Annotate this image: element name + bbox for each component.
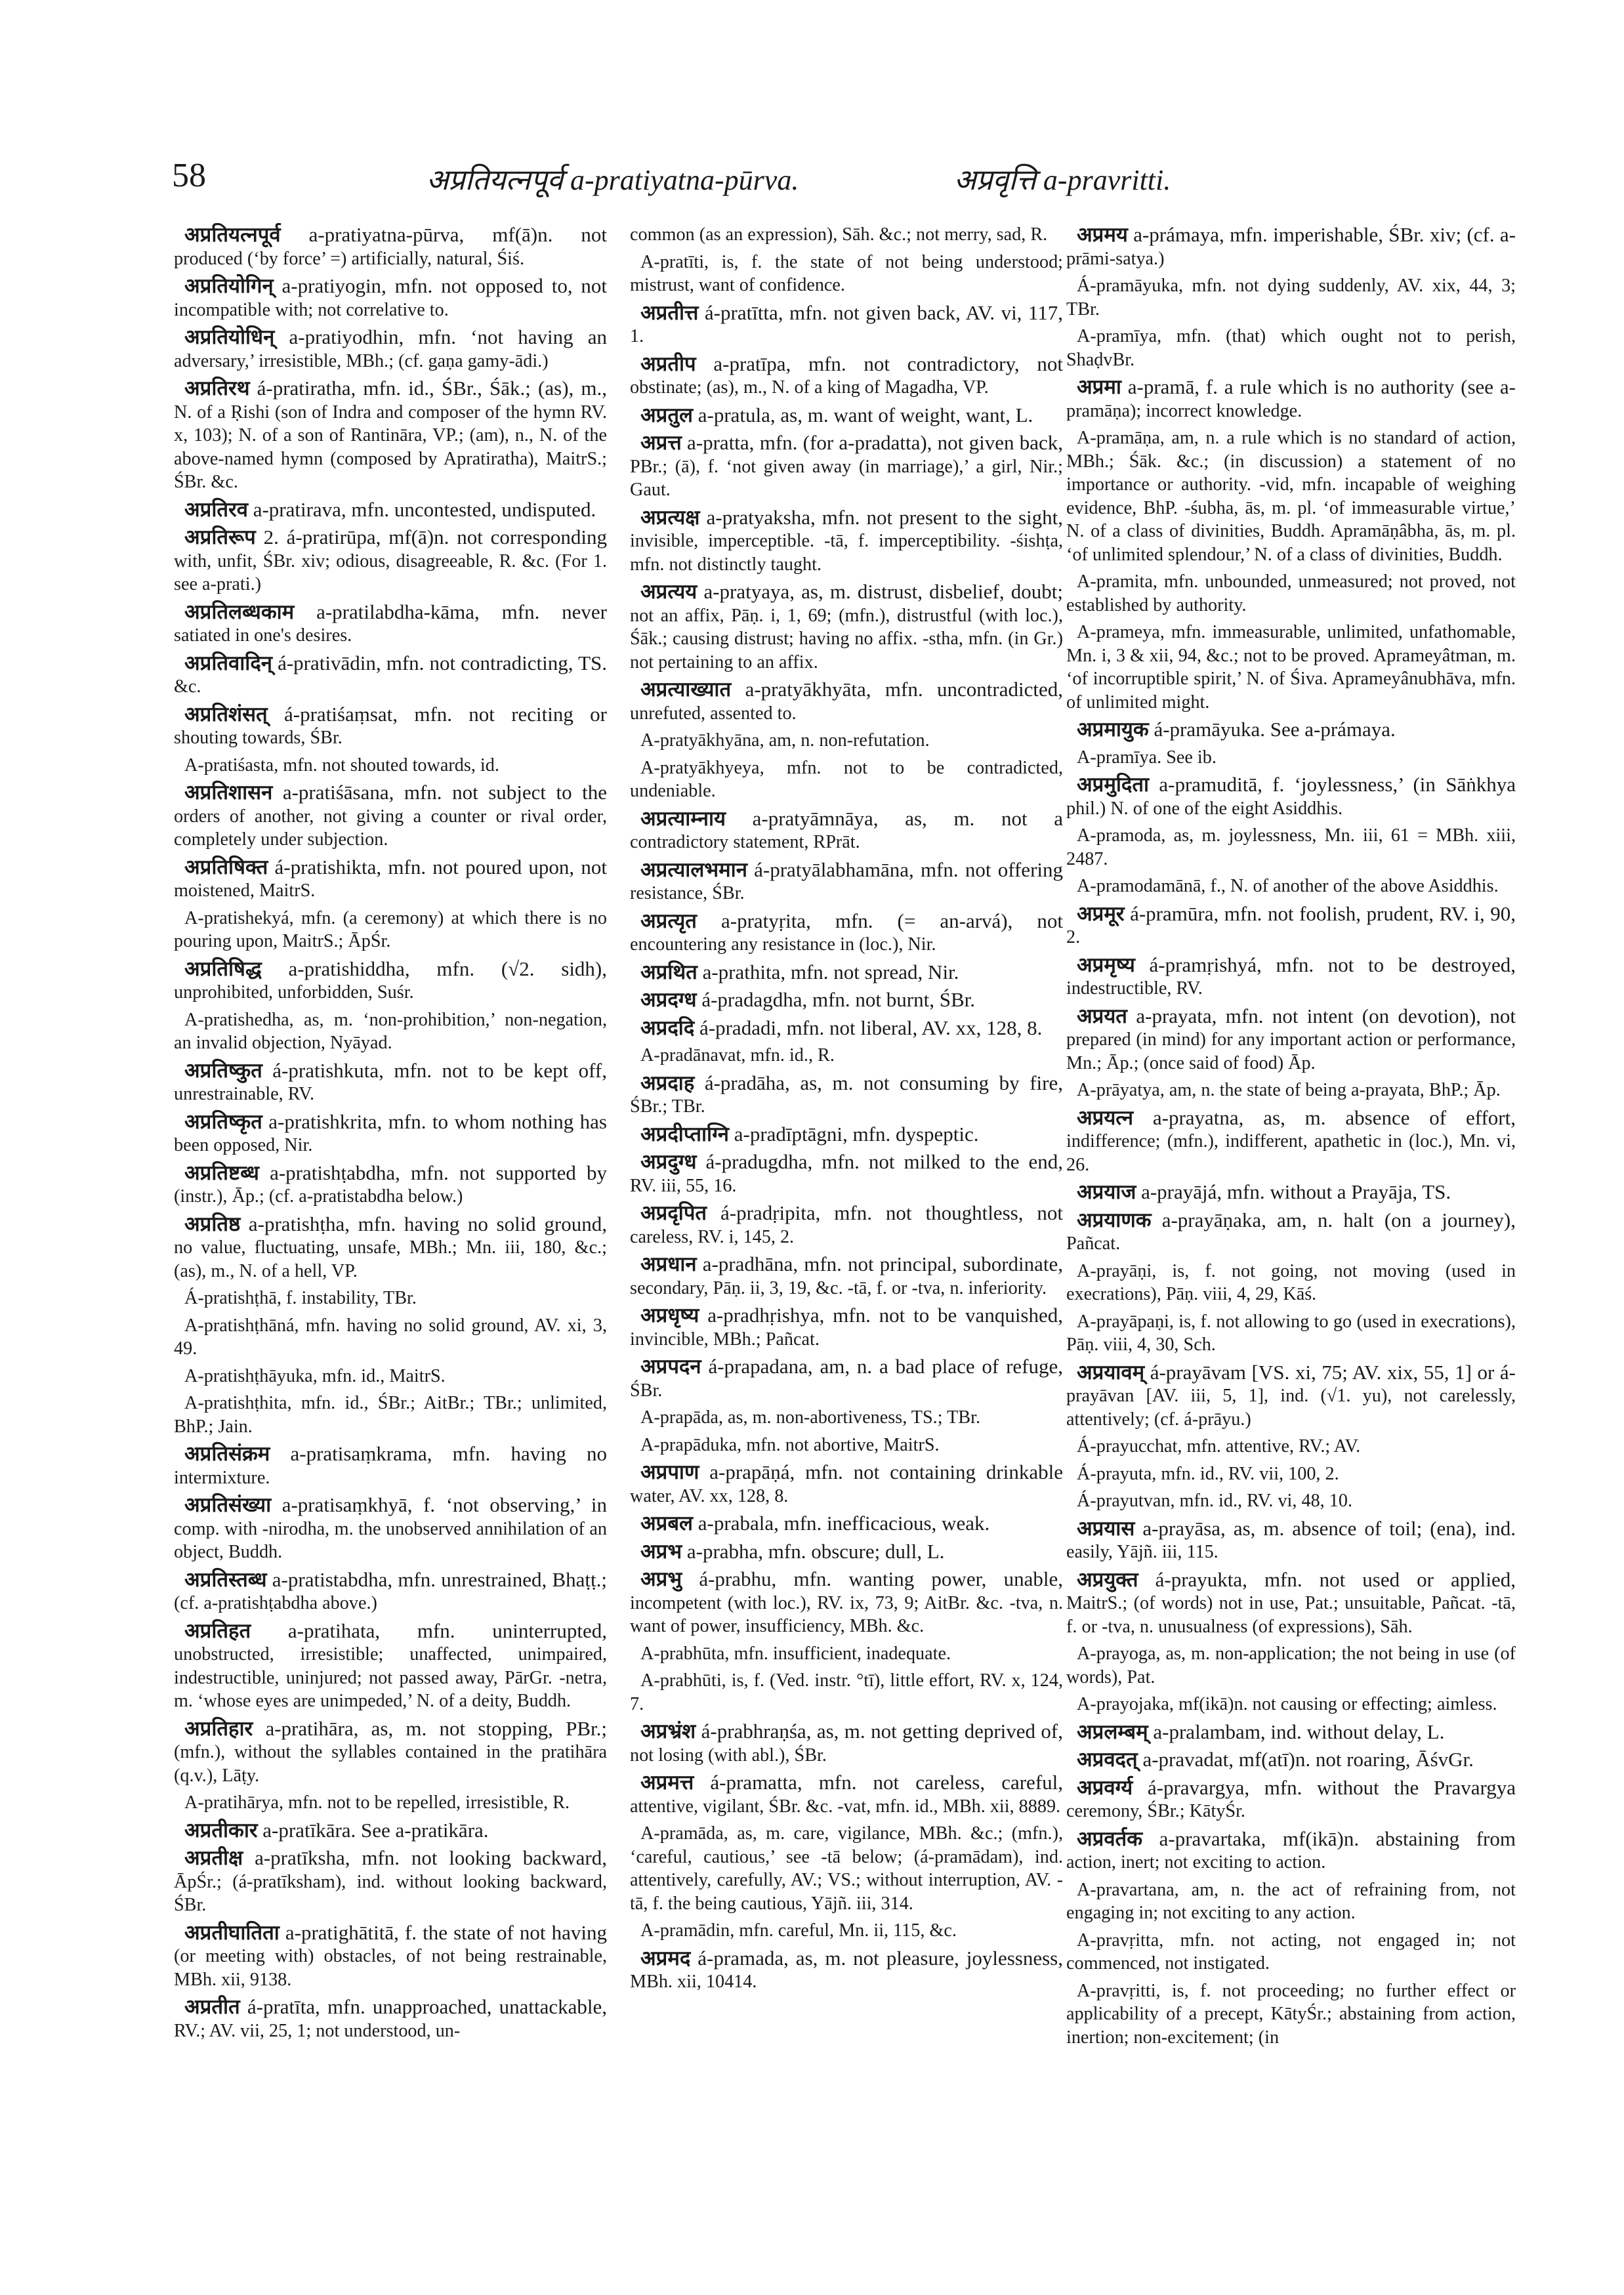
sub-entry — [630, 1044, 1063, 1067]
devanagari-headword: अप्रतिलब्धकाम — [184, 600, 295, 624]
dictionary-entry — [174, 1161, 607, 1209]
sub-entry — [630, 729, 1063, 753]
dictionary-entry — [630, 678, 1063, 725]
devanagari-headword: अप्रत्यक्ष — [640, 505, 700, 529]
devanagari-headword: अप्रत्याम्नाय — [640, 806, 726, 831]
dictionary-entry — [174, 600, 607, 648]
sub-entry — [630, 756, 1063, 803]
entry-text: á-pradāha, as, m. not consuming by fire, ŚBr.; TBr. — [630, 1071, 1063, 1117]
running-header — [0, 156, 1624, 209]
dictionary-entry — [630, 431, 1063, 502]
sub-entry — [1066, 1435, 1516, 1458]
devanagari-headword: अप्रतीप — [640, 352, 696, 376]
dictionary-entry — [1066, 1776, 1516, 1823]
devanagari-headword: अप्रयास — [1077, 1516, 1135, 1540]
entry-text: á-pratishkuta, mfn. not to be kept off, unrestrainable, RV. — [174, 1058, 607, 1104]
entry-text: á-pramṛishyá, mfn. not to be destroyed, indestructible, RV. — [1066, 953, 1516, 999]
entry-text: á-prapadana, am, n. a bad place of refuge, ŚBr. — [630, 1355, 1063, 1401]
sub-entry — [174, 1392, 607, 1438]
entry-text: A-pratishṭhāyuka, mfn. id., MaitrS. — [184, 1365, 446, 1386]
devanagari-headword: अप्रतिष्कृत — [184, 1109, 262, 1134]
devanagari-headword: अप्रयाणक — [1077, 1208, 1152, 1232]
entry-text: á-pradagdha, mfn. not burnt, ŚBr. — [701, 988, 976, 1011]
dictionary-entry — [174, 498, 607, 522]
entry-text: a-prayatna, as, m. absence of effort, indifference; (mfn.), indifferent, apathetic in (loc.), Mn. vi, 26. — [1066, 1106, 1516, 1175]
dictionary-entry — [630, 352, 1063, 400]
devanagari-headword: अप्रदाह — [640, 1071, 695, 1095]
dictionary-entry — [630, 301, 1063, 348]
devanagari-headword: अप्रतिशासन — [184, 781, 273, 804]
entry-text: a-prayāsa, as, m. absence of toil; (ena), ind. easily, Yājñ. iii, 115. — [1066, 1516, 1516, 1562]
devanagari-headword: अप्रयत्न — [1077, 1106, 1134, 1130]
entry-text: Á-prayutvan, mfn. id., RV. vi, 48, 10. — [1077, 1491, 1353, 1511]
dictionary-entry — [174, 1846, 607, 1917]
entry-text: A-prayāṇi, is, f. not going, not moving (used in execrations), Pāṇ. viii, 4, 29, Kāś. — [1066, 1260, 1516, 1304]
devanagari-headword: अप्रबल — [640, 1512, 694, 1535]
dictionary-entry — [174, 1921, 607, 1992]
page-number: 58 — [172, 157, 206, 194]
devanagari-headword: अप्रतियत्नपूर्व — [184, 223, 281, 247]
sub-entry — [174, 1008, 607, 1055]
entry-text: A-pratyākhyeya, mfn. not to be contradicted, undeniable. — [630, 757, 1063, 801]
dictionary-column-1 — [174, 223, 607, 2218]
dictionary-entry — [630, 1512, 1063, 1536]
dictionary-column-2 — [630, 223, 1063, 2218]
devanagari-headword: अप्रवर्तक — [1077, 1827, 1143, 1851]
sub-entry — [630, 1406, 1063, 1430]
sub-entry — [174, 1791, 607, 1815]
sub-entry — [1066, 1693, 1516, 1716]
dictionary-entry — [1066, 1827, 1516, 1874]
dictionary-entry — [174, 1619, 607, 1713]
devanagari-headword: अप्रतिसंख्या — [184, 1493, 272, 1517]
dictionary-entry — [1066, 1720, 1516, 1745]
entry-text: a-pralambam, ind. without delay, L. — [1153, 1720, 1445, 1743]
entry-text: a-prayājá, mfn. without a Prayāja, TS. — [1141, 1180, 1451, 1203]
entry-text: a-pratyāmnāya, as, m. not a contradictory statement, RPrāt. — [630, 806, 1063, 852]
dictionary-entry — [1066, 1209, 1516, 1256]
dictionary-entry — [174, 1110, 607, 1157]
sub-entry — [1066, 570, 1516, 617]
entry-text: a-prapāṇá, mfn. not containing drinkable water, AV. xx, 128, 8. — [630, 1460, 1063, 1506]
dictionary-entry — [174, 377, 607, 494]
dictionary-entry — [630, 1201, 1063, 1249]
entry-text: Á-prayucchat, mfn. attentive, RV.; AV. — [1077, 1436, 1361, 1457]
sub-entry — [1066, 426, 1516, 566]
entry-text: á-prabhraṇśa, as, m. not getting deprived of, not losing (with abl.), ŚBr. — [630, 1720, 1063, 1766]
sub-entry — [174, 754, 607, 777]
devanagari-headword: अप्रददि — [640, 1016, 695, 1040]
entry-text: á-pratiśaṃsat, mfn. not reciting or shouting towards, ŚBr. — [174, 702, 607, 748]
dictionary-entry — [630, 580, 1063, 674]
entry-text: a-pratishṭabdha, mfn. not supported by (instr.), Āp.; (cf. a-pratistabdha below.) — [174, 1161, 607, 1207]
entry-text: a-prabala, mfn. inefficacious, weak. — [697, 1512, 990, 1535]
entry-text: a-pratiśāsana, mfn. not subject to the orders of another, not giving a counter or rival order, completely under subjection. — [174, 781, 607, 850]
entry-text: á-prabhu, mfn. wanting power, unable, incompetent (with loc.), RV. ix, 73, 9; AitBr. &c. -tva, n. want of power, insufficiency, MBh. &c. — [630, 1567, 1063, 1636]
devanagari-headword: अप्रतिषिद्ध — [184, 957, 262, 981]
dictionary-entry — [174, 1493, 607, 1564]
entry-text: á-pratītta, mfn. not given back, AV. vi, 117, 1. — [630, 300, 1063, 346]
devanagari-headword: अप्रतिष्टब्ध — [184, 1161, 259, 1185]
devanagari-headword: अप्रपाण — [640, 1460, 699, 1484]
entry-text: a-prabha, mfn. obscure; dull, L. — [686, 1539, 945, 1563]
devanagari-headword: अप्रतीत्त — [640, 300, 699, 325]
dictionary-entry — [1066, 1106, 1516, 1177]
sub-entry — [630, 251, 1063, 297]
dictionary-entry — [174, 957, 607, 1004]
dictionary-entry — [174, 274, 607, 321]
dictionary-entry — [1066, 1517, 1516, 1564]
sub-entry — [1066, 1979, 1516, 2050]
entry-text: A-pramīya, mfn. (that) which ought not to perish, ShaḍvBr. — [1066, 326, 1516, 370]
devanagari-headword: अप्रतिहार — [184, 1716, 253, 1741]
devanagari-headword: अप्रयुक्त — [1077, 1567, 1138, 1592]
dictionary-entry — [630, 1540, 1063, 1564]
entry-text: á-prayāvam [VS. xi, 75; AV. xix, 55, 1] or á-prayāvan [AV. iii, 5, 1], ind. (√1. yu), not carelessly, attentively; (cf. á-prāyu.) — [1066, 1360, 1516, 1430]
entry-text: a-pradhṛishya, mfn. not to be vanquished, invincible, MBh.; Pañcat. — [630, 1304, 1063, 1350]
entry-text: á-pratishikta, mfn. not poured upon, not moistened, MaitrS. — [174, 855, 607, 901]
sub-entry — [174, 907, 607, 953]
sub-entry — [174, 1314, 607, 1361]
entry-text: A-pravartana, am, n. the act of refraining from, not engaging in; not exciting to any action. — [1066, 1879, 1516, 1923]
entry-text: a-pratyaksha, mfn. not present to the sight, invisible, imperceptible. -tā, f. imperceptibility. -śishṭa, mfn. not distinctly taught. — [630, 505, 1063, 575]
entry-text: A-prapāduka, mfn. not abortive, MaitrS. — [640, 1434, 940, 1455]
entry-text: a-pravartaka, mf(ikā)n. abstaining from action, inert; not exciting to action. — [1066, 1827, 1516, 1872]
sub-entry — [630, 1822, 1063, 1915]
entry-text: A-prabhūti, is, f. (Ved. instr. °tī), little effort, RV. x, 124, 7. — [630, 1670, 1063, 1714]
entry-text: A-prapāda, as, m. non-abortiveness, TS.; TBr. — [640, 1407, 980, 1428]
entry-text: A-pradānavat, mfn. id., R. — [640, 1045, 835, 1065]
entry-text: á-pradṛipita, mfn. not thoughtless, not careless, RV. i, 145, 2. — [630, 1201, 1063, 1247]
entry-text: á-prayukta, mfn. not used or applied, MaitrS.; (of words) not in use, Pat.; unsuitable, Pañcat. -tā, f. or -tva, n. unusualness (of expressions), Sāh. — [1066, 1567, 1516, 1637]
dictionary-entry — [1066, 1180, 1516, 1205]
sub-entry — [630, 1642, 1063, 1666]
entry-text: a-pratīkāra. See a-pratikāra. — [262, 1818, 489, 1842]
devanagari-headword: अप्रतियोधिन् — [184, 325, 275, 349]
devanagari-headword: अप्रदग्ध — [640, 988, 697, 1012]
devanagari-headword: अप्रमुदिता — [1077, 773, 1150, 796]
devanagari-headword: अप्रतिस्तब्ध — [184, 1567, 267, 1592]
entry-text: a-pratyākhyāta, mfn. uncontradicted, unrefuted, assented to. — [630, 678, 1063, 724]
dictionary-entry — [630, 909, 1063, 957]
dictionary-entry — [630, 1720, 1063, 1767]
devanagari-headword: अप्रयावम् — [1077, 1360, 1145, 1384]
entry-text: a-pratyṛita, mfn. (= an-arvá), not encountering any resistance in (loc.), Nir. — [630, 909, 1063, 955]
devanagari-headword: अप्रदुग्ध — [640, 1150, 697, 1174]
dictionary-entry — [630, 1304, 1063, 1351]
dictionary-entry — [1066, 1004, 1516, 1075]
entry-text: a-pravadat, mf(atī)n. not roaring, ĀśvGr. — [1142, 1748, 1474, 1771]
entry-text: a-prathita, mfn. not spread, Nir. — [702, 960, 959, 983]
devanagari-headword: अप्रधृष्य — [640, 1304, 699, 1327]
dictionary-entry — [174, 1568, 607, 1615]
devanagari-headword: अप्रतिरव — [184, 497, 248, 522]
devanagari-headword: अप्रमृष्य — [1077, 953, 1135, 977]
sub-entry — [1066, 1489, 1516, 1513]
dictionary-entry — [1066, 902, 1516, 949]
devanagari-headword: अप्रपदन — [640, 1355, 701, 1378]
entry-text: a-pramuditā, f. ‘joylessness,’ (in Sāṅkhya phil.) N. of one of the eight Asiddhis. — [1066, 773, 1516, 819]
devanagari-headword: अप्रतीक्ष — [184, 1846, 243, 1870]
entry-text: a-pratisaṃkrama, mfn. having no intermixture. — [174, 1442, 607, 1488]
entry-text: A-prabhūta, mfn. insufficient, inadequate. — [640, 1643, 951, 1664]
dictionary-entry — [1066, 223, 1516, 270]
dictionary-entry — [174, 1717, 607, 1788]
devanagari-headword: अप्रतिषिक्त — [184, 855, 268, 879]
dictionary-entry — [174, 1995, 607, 2042]
entry-text: A-prameya, mfn. immeasurable, unlimited, unfathomable, Mn. i, 3 & xii, 94, &c.; not to be proved. Aprameyâtman, m. ‘of incorruptible spirit,’ N. of Śiva. Aprameyânubhāva, mfn. of unlimited might. — [1066, 622, 1516, 713]
sub-entry — [1066, 824, 1516, 871]
entry-text: Á-pratishṭhā, f. instability, TBr. — [184, 1288, 417, 1308]
devanagari-headword: अप्रतिष्कुत — [184, 1058, 262, 1083]
devanagari-headword: अप्रभ — [640, 1539, 682, 1563]
dictionary-entry — [630, 506, 1063, 577]
devanagari-headword: अप्रमायुक — [1077, 718, 1149, 741]
dictionary-entry — [174, 1819, 607, 1843]
devanagari-headword: अप्रतिष्ठ — [184, 1212, 241, 1236]
devanagari-headword: अप्रतीघातिता — [184, 1920, 280, 1945]
sub-entry — [1066, 1079, 1516, 1102]
dictionary-entry — [630, 403, 1063, 428]
devanagari-headword: अप्रलम्बम् — [1077, 1720, 1148, 1744]
sub-entry — [1066, 274, 1516, 321]
entry-text: á-pramatta, mfn. not careless, careful, attentive, vigilant, ŚBr. &c. -vat, mfn. id., MBh. xii, 8889. — [630, 1771, 1063, 1817]
devanagari-headword: अप्रतुल — [640, 403, 694, 427]
dictionary-entry — [174, 781, 607, 852]
entry-text: A-pratishṭhāná, mfn. having no solid ground, AV. xi, 3, 49. — [174, 1315, 607, 1359]
sub-entry — [1066, 621, 1516, 714]
sub-entry — [630, 1669, 1063, 1716]
devanagari-headword: अप्रवर्ग्य — [1077, 1775, 1133, 1800]
dictionary-entry — [1066, 718, 1516, 742]
entry-text: A-pramāda, as, m. care, vigilance, MBh. &c.; (mfn.), ‘careful, cautious,’ see -tā below; (á-pramādam), ind. attentively, carefully, AV.; VS.; without interruption, AV. -tā, f. the being cautious, Yājñ. iii, 314. — [630, 1823, 1063, 1914]
dictionary-entry — [174, 1059, 607, 1106]
devanagari-headword: अप्रधान — [640, 1252, 697, 1276]
entry-text: a-pradīptāgni, mfn. dyspeptic. — [734, 1122, 979, 1146]
devanagari-headword: अप्रथित — [640, 960, 697, 984]
entry-text: A-pratishedha, as, m. ‘non-prohibition,’ non-negation, an invalid objection, Nyāyad. — [174, 1009, 607, 1053]
devanagari-headword: अप्रमूर — [1077, 901, 1125, 926]
devanagari-headword: अप्रमद — [640, 1946, 691, 1970]
devanagari-headword: अप्रभ्रंश — [640, 1720, 696, 1743]
entry-text: á-pratīta, mfn. unapproached, unattackable, RV.; AV. vii, 25, 1; not understood, un- — [174, 1995, 607, 2041]
running-head-right: अप्रवृत्ति a-pravritti. — [954, 164, 1171, 196]
entry-text: a-pradhāna, mfn. not principal, subordinate, secondary, Pāṇ. ii, 3, 19, &c. -tā, f. or -tva, n. inferiority. — [630, 1252, 1063, 1298]
entry-text: a-prayata, mfn. not intent (on devotion), not prepared (in mind) for any important action or performance, Mn.; Āp.; (once said of food) Āp. — [1066, 1004, 1516, 1073]
entry-text: a-pratishkrita, mfn. to whom nothing has been opposed, Nir. — [174, 1109, 607, 1155]
entry-text: á-pramada, as, m. not pleasure, joylessness, MBh. xii, 10414. — [630, 1946, 1063, 1992]
dictionary-entry — [174, 325, 607, 373]
dictionary-entry — [630, 961, 1063, 985]
entry-text: a-pratihata, mfn. uninterrupted, unobstructed, irresistible; unaffected, unimpaired, indestructible, uninjured; not passed away, PārGr. -netra, m. ‘whose eyes are unimpeded,’ N. of a deity, Buddh. — [174, 1619, 607, 1711]
devanagari-headword: अप्रतिशंसत् — [184, 702, 268, 726]
sub-entry — [1066, 746, 1516, 770]
entry-text: common (as an expression), Sāh. &c.; not merry, sad, R. — [630, 224, 1048, 245]
sub-entry — [1066, 1878, 1516, 1925]
entry-text: A-pramādin, mfn. careful, Mn. ii, 115, &c. — [640, 1920, 957, 1941]
sub-entry — [1066, 1260, 1516, 1306]
dictionary-entry — [630, 807, 1063, 854]
sub-entry — [174, 1287, 607, 1310]
devanagari-headword: अप्रदीप्ताग्नि — [640, 1122, 730, 1146]
devanagari-headword: अप्रतिरूप — [184, 526, 256, 549]
entry-text: á-pramāyuka. See a-prámaya. — [1154, 718, 1396, 741]
entry-text: A-pratyākhyāna, am, n. non-refutation. — [640, 730, 930, 751]
dictionary-entry — [630, 1947, 1063, 1994]
entry-text: A-pramita, mfn. unbounded, unmeasured; not proved, not established by authority. — [1066, 571, 1516, 615]
devanagari-headword: अप्रतीत — [184, 1995, 240, 2019]
sub-entry — [1066, 1929, 1516, 1975]
entry-text: á-pradadi, mfn. not liberal, AV. xx, 128, 8. — [699, 1016, 1043, 1039]
entry-text: a-pratiyodhin, mfn. ‘not having an adversary,’ irresistible, MBh.; (cf. gaṇa gamy-ādi.) — [174, 325, 607, 371]
entry-text: A-pravṛitti, is, f. not proceeding; no further effect or applicability of a precept, KātyŚr.; abstaining from action, inertion; non-excitement; (in — [1066, 1980, 1516, 2048]
dictionary-entry — [1066, 773, 1516, 820]
devanagari-headword: अप्रत्यय — [640, 580, 697, 604]
dictionary-entry — [630, 223, 1063, 247]
entry-text: á-pravargya, mfn. without the Pravargya ceremony, ŚBr.; KātyŚr. — [1066, 1775, 1516, 1821]
dictionary-column-3 — [1066, 223, 1516, 2218]
entry-text: á-pradugdha, mfn. not milked to the end, RV. iii, 55, 16. — [630, 1150, 1063, 1196]
devanagari-headword: अप्रत्यृत — [640, 909, 697, 933]
dictionary-entry — [174, 703, 607, 750]
dictionary-entry — [630, 1123, 1063, 1147]
dictionary-entry — [630, 1252, 1063, 1300]
sub-entry — [1066, 1642, 1516, 1689]
devanagari-headword: अप्रतिहत — [184, 1619, 251, 1643]
entry-text: a-pratiyogin, mfn. not opposed to, not incompatible with; not correlative to. — [174, 274, 607, 320]
entry-text: á-pramūra, mfn. not foolish, prudent, RV. i, 90, 2. — [1066, 901, 1516, 947]
devanagari-headword: अप्रत्यालभमान — [640, 858, 747, 882]
entry-text: a-pratihāra, as, m. not stopping, PBr.; (mfn.), without the syllables contained in the pratihāra (q.v.), Lāṭy. — [174, 1716, 607, 1786]
entry-text: A-pratishekyá, mfn. (a ceremony) at which there is no pouring upon, MaitrS.; ĀpŚr. — [174, 907, 607, 951]
entry-text: á-pratyālabhamāna, mfn. not offering resistance, ŚBr. — [630, 858, 1063, 903]
entry-text: A-prāyatya, am, n. the state of being a-prayata, BhP.; Āp. — [1077, 1080, 1501, 1100]
sub-entry — [1066, 875, 1516, 898]
entry-text: a-pratīpa, mfn. not contradictory, not obstinate; (as), m., N. of a king of Magadha, VP. — [630, 352, 1063, 398]
entry-text: Á-pramāyuka, mfn. not dying suddenly, AV. xix, 44, 3; TBr. — [1066, 276, 1516, 320]
dictionary-entry — [630, 1071, 1063, 1119]
sub-entry — [1066, 1310, 1516, 1357]
entry-text: Á-prayuta, mfn. id., RV. vii, 100, 2. — [1077, 1463, 1339, 1484]
dictionary-entry — [174, 856, 607, 903]
entry-text: 2. á-pratirūpa, mf(ā)n. not corresponding with, unfit, ŚBr. xiv; odious, disagreeable, R. &c. (For 1. see a-prati.) — [174, 526, 607, 594]
entry-text: a-prámaya, mfn. imperishable, ŚBr. xiv; (cf. a-prāmi-satya.) — [1066, 223, 1516, 269]
devanagari-headword: अप्रतिसंक्रम — [184, 1442, 270, 1466]
devanagari-headword: अप्रतिवादिन् — [184, 651, 272, 675]
devanagari-headword: अप्रयाज — [1077, 1180, 1136, 1204]
entry-text: a-pratirava, mfn. uncontested, undisputed. — [253, 497, 596, 521]
entry-text: á-prativādin, mfn. not contradicting, TS. &c. — [174, 651, 607, 697]
dictionary-entry — [630, 1567, 1063, 1638]
devanagari-headword: अप्रत्त — [640, 431, 682, 455]
devanagari-headword: अप्रभु — [640, 1567, 682, 1591]
dictionary-entry — [630, 1460, 1063, 1508]
entry-text: A-prayojaka, mf(ikā)n. not causing or effecting; aimless. — [1077, 1694, 1497, 1714]
entry-text: a-pratīksha, mfn. not looking backward, ĀpŚr.; (á-pratīksham), ind. without looking backward, ŚBr. — [174, 1846, 607, 1915]
sub-entry — [174, 1365, 607, 1388]
entry-text: a-pratishiddha, mfn. (√2. sidh), unprohibited, unforbidden, Suśr. — [174, 957, 607, 1003]
dictionary-entry — [1066, 1748, 1516, 1772]
devanagari-headword: अप्रत्याख्यात — [640, 678, 732, 701]
dictionary-entry — [174, 223, 607, 270]
devanagari-headword: अप्रतियोगिन् — [184, 274, 274, 298]
entry-text: a-pratilabdha-kāma, mfn. never satiated in one's desires. — [174, 600, 607, 646]
entry-text: A-pratishṭhita, mfn. id., ŚBr.; AitBr.; TBr.; unlimited, BhP.; Jain. — [174, 1393, 607, 1437]
entry-text: a-pratta, mfn. (for a-pradatta), not given back, PBr.; (ā), f. ‘not given away (in marriage),’ a girl, Nir.; Gaut. — [630, 431, 1063, 500]
entry-text: a-pratisaṃkhyā, f. ‘not observing,’ in comp. with -nirodha, m. the unobserved annihilation of an object, Buddh. — [174, 1493, 607, 1562]
dictionary-entry — [174, 651, 607, 699]
entry-text: a-pratula, as, m. want of weight, want, L. — [697, 403, 1033, 426]
dictionary-entry — [1066, 1361, 1516, 1432]
sub-entry — [1066, 325, 1516, 371]
sub-entry — [630, 1919, 1063, 1943]
entry-text: A-pramoda, as, m. joylessness, Mn. iii, 61 = MBh. xiii, 2487. — [1066, 825, 1516, 869]
running-head-left: अप्रतियत्नपूर्व a-pratiyatna-pūrva. — [427, 164, 799, 196]
dictionary-entry — [1066, 1568, 1516, 1639]
dictionary-entry — [630, 1016, 1063, 1041]
entry-text: A-pratihārya, mfn. not to be repelled, irresistible, R. — [184, 1792, 570, 1813]
entry-text: a-pratishṭha, mfn. having no solid ground, no value, fluctuating, unsafe, MBh.; Mn. iii, 180, &c.; (as), m., N. of a hell, VP. — [174, 1212, 607, 1281]
sub-entry — [630, 1434, 1063, 1457]
dictionary-entry — [1066, 953, 1516, 1001]
dictionary-entry — [174, 1212, 607, 1283]
dictionary-entry — [174, 526, 607, 596]
entry-text: A-pravṛitta, mfn. not acting, not engaged in; not commenced, not instigated. — [1066, 1930, 1516, 1974]
entry-text: á-pratiratha, mfn. id., ŚBr., Śāk.; (as), m., N. of a Ṛishi (son of Indra and composer of the hymn RV. x, 103); N. of a son of Rantināra, VP.; (am), n., N. of the above-named hymn (composed by Apratiratha), MaitrS.; ŚBr. &c. — [174, 377, 607, 492]
entry-text: A-prayoga, as, m. non-application; the not being in use (of words), Pat. — [1066, 1644, 1516, 1687]
dictionary-entry — [1066, 375, 1516, 423]
devanagari-headword: अप्रमय — [1077, 223, 1128, 247]
devanagari-headword: अप्रमत्त — [640, 1771, 694, 1794]
dictionary-entry — [630, 1771, 1063, 1818]
devanagari-headword: अप्रतिरथ — [184, 377, 250, 400]
devanagari-headword: अप्रवदत् — [1077, 1748, 1138, 1771]
entry-text: A-prayāpaṇi, is, f. not allowing to go (used in execrations), Pāṇ. viii, 4, 30, Sch. — [1066, 1311, 1516, 1355]
entry-text: A-pramāṇa, am, n. a rule which is no standard of action, MBh.; Śāk. &c.; (in discussion) a statement of no importance or authority. -vid, mfn. incapable of weighing evidence, BhP. -śubha, ās, m. pl. ‘of immeasurable virtue,’ N. of a class of divinities, Buddh. Apramāṇâbha, ās, m. pl. ‘of unlimited splendour,’ N. of a class of divinities, Buddh. — [1066, 428, 1516, 565]
entry-text: a-pratistabdha, mfn. unrestrained, Bhaṭṭ.; (cf. a-pratishṭabdha above.) — [174, 1567, 607, 1613]
entry-text: a-pratyaya, as, m. distrust, disbelief, doubt; not an affix, Pāṇ. i, 1, 69; (mfn.), distrustful (with loc.), Śāk.; causing distrust; having no affix. -stha, mfn. (in Gr.) not pertaining to an affix. — [630, 580, 1063, 672]
dictionary-entry — [630, 858, 1063, 905]
dictionary-entry — [174, 1442, 607, 1489]
entry-text: a-prayāṇaka, am, n. halt (on a journey), Pañcat. — [1066, 1208, 1516, 1254]
entry-text: a-pramā, f. a rule which is no authority (see a-pramāṇa); incorrect knowledge. — [1066, 375, 1516, 421]
devanagari-headword: अप्रतीकार — [184, 1818, 258, 1842]
entry-text: a-pratighātitā, f. the state of not having (or meeting with) obstacles, of not being restrainable, MBh. xii, 9138. — [174, 1920, 607, 1990]
entry-text: A-pratiśasta, mfn. not shouted towards, id. — [184, 755, 499, 775]
entry-text: A-pramodamānā, f., N. of another of the above Asiddhis. — [1077, 876, 1499, 896]
entry-text: a-pratiyatna-pūrva, mf(ā)n. not produced (‘by force’ =) artificially, natural, Śiś. — [174, 223, 607, 269]
dictionary-entry — [630, 1355, 1063, 1402]
entry-text: A-pramīya. See ib. — [1077, 747, 1217, 768]
dictionary-entry — [630, 1150, 1063, 1197]
dictionary-entry — [630, 988, 1063, 1012]
devanagari-headword: अप्रमा — [1077, 375, 1121, 399]
devanagari-headword: अप्रयत — [1077, 1004, 1127, 1028]
sub-entry — [1066, 1462, 1516, 1486]
entry-text: A-pratīti, is, f. the state of not being understood; mistrust, want of confidence. — [630, 251, 1063, 295]
devanagari-headword: अप्रदृपित — [640, 1201, 707, 1225]
